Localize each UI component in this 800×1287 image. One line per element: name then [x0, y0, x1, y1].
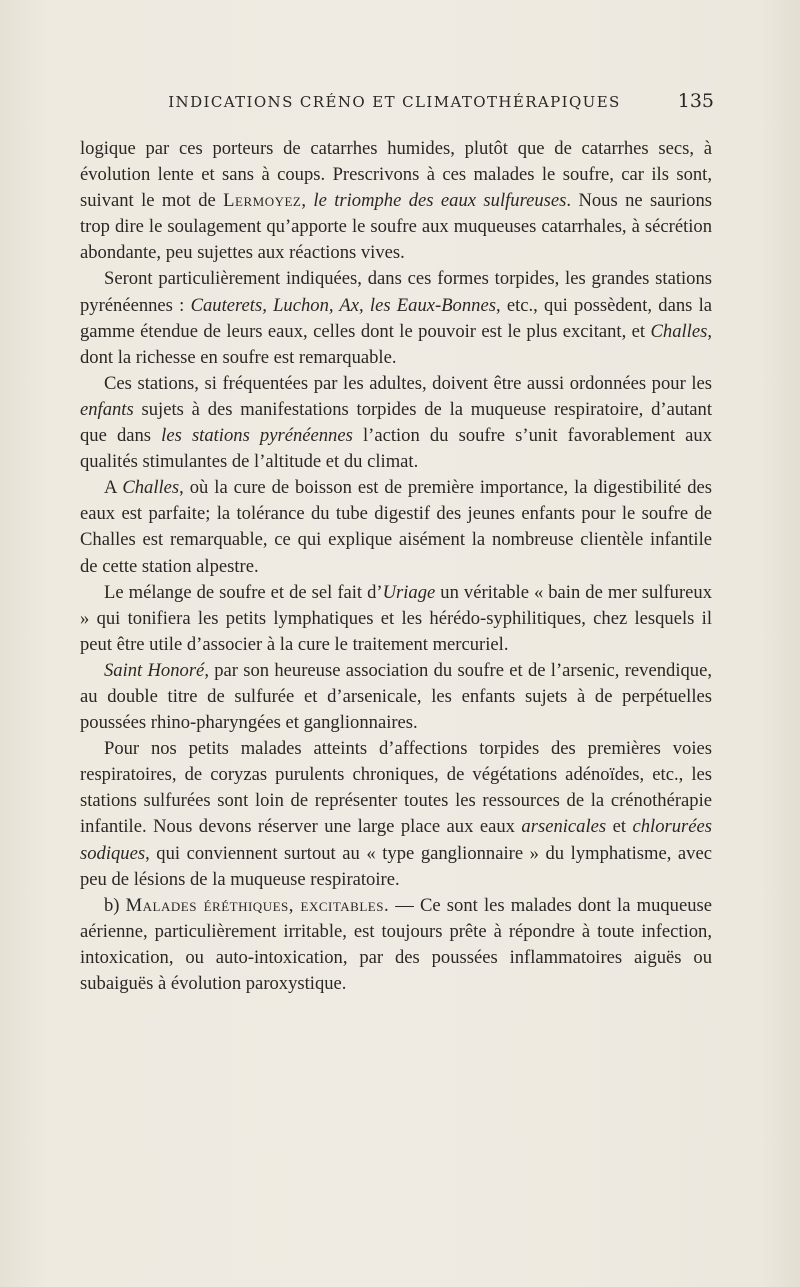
paragraph-2: Seront particulièrement indiquées, dans ces formes torpides, les grandes stations pyrénéennes : Cauterets, Luchon, Ax, les Eaux-Bonnes, etc., qui possèdent, dans la gamme étendue de leurs eaux, celles dont le pouvoir est le plus excitant, et Challes, dont la richesse en soufre est remarquable.: [80, 268, 713, 368]
page-header: [75, 90, 714, 120]
paragraph-8: b) Malades éréthiques, excitables. — Ce sont les malades dont la muqueuse aérienne, particulièrement irritable, est toujours prête à répondre à toute infection, intoxication, ou auto-intoxication, par des poussées inflammatoires aiguës ou subaiguës à évolution paroxystique.: [80, 894, 712, 994]
paragraph-7: Pour nos petits malades atteints d’affections torpides des premières voies respiratoires, de coryzas purulents chroniques, de végétations adénoïdes, etc., les stations sulfurées sont loin de représenter toutes les ressources de la crénothérapie infantile. Nous devons réserver une large place aux eaux arsenicales et chlorurées sodiques, qui conviennent surtout au « type ganglionnaire » du lymphatisme, avec peu de lésions de la muqueuse respiratoire.: [80, 738, 713, 890]
paragraph-3: Ces stations, si fréquentées par les adultes, doivent être aussi ordonnées pour les enfants sujets à des manifestations torpides de la muqueuse respiratoire, d’autant que dans les stations pyrénéennes l’action du soufre s’unit favorablement aux qualités stimulantes de l’altitude et du climat.: [80, 372, 712, 473]
paragraph-4: A Challes, où la cure de boisson est de première importance, la digestibilité des eaux est parfaite; la tolérance du tube digestif des jeunes enfants pour le soufre de Challes est remarquable, ce qui explique aisément la nombreuse clientèle infantile de cette station alpestre.: [80, 477, 712, 577]
paragraph-6: Saint Honoré, par son heureuse association du soufre et de l’arsenic, revendique, au double titre de sulfurée et d’arsenicale, les enfants sujets à de perpétuelles poussées rhino-pharyngées et ganglionnaires.: [80, 659, 712, 734]
body-text: [80, 136, 712, 997]
paragraph-5: Le mélange de soufre et de sel fait d’Uriage un véritable « bain de mer sulfureux » qui tonifiera les petits lymphatiques et les hérédo-syphilitiques, chez lesquels il peut être utile d’associer à la cure le traitement mercuriel.: [80, 581, 712, 655]
section-heading: Malades éréthiques, excitables.: [125, 894, 390, 916]
paragraph-1: logique par ces porteurs de catarrhes humides, plutôt que de catarrhes secs, à évolution lente et sans à coups. Prescrivons à ces malades le soufre, car ils sont, suivant le mot de Lermoyez, le triomphe des eaux sulfureuses. Nous ne saurions trop dire le soulagement qu’apporte le soufre aux muqueuses catarrhales, à sécrétion abondante, peu sujettes aux réactions vives.: [80, 138, 713, 264]
page-number: 135: [677, 90, 714, 112]
running-title: INDICATIONS CRÉNO ET CLIMATOTHÉRAPIQUES: [168, 93, 621, 111]
author-name: Lermoyez: [223, 190, 302, 212]
